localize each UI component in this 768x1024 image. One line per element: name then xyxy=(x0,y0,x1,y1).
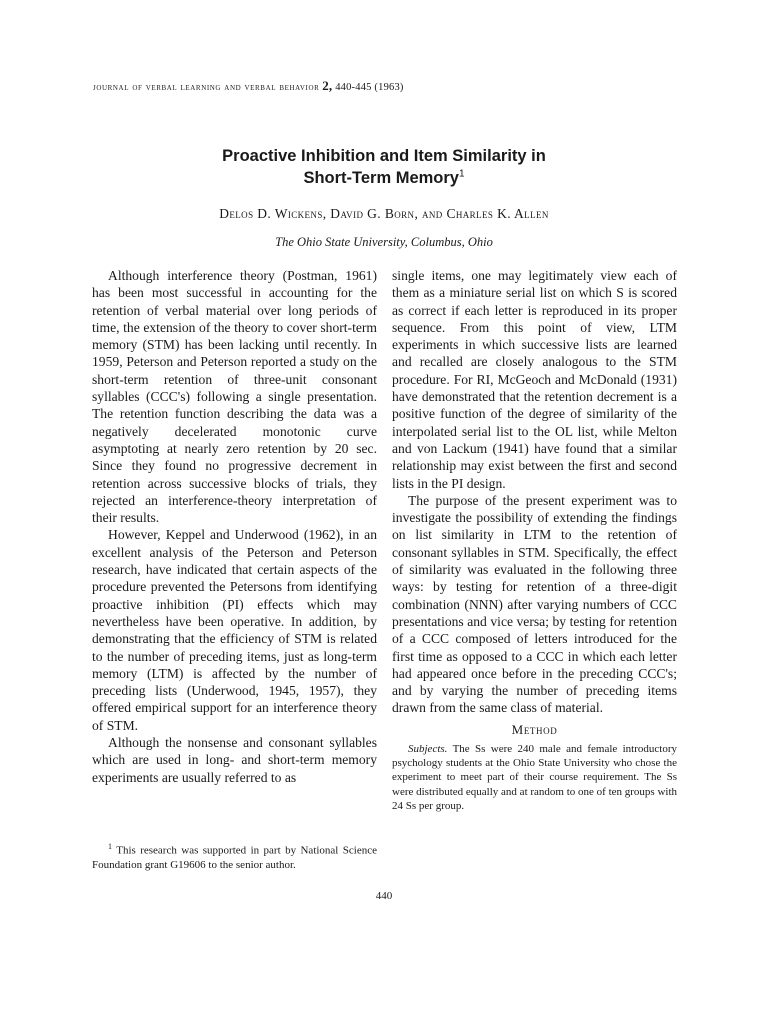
title-footnote-mark: 1 xyxy=(459,168,465,180)
subjects-label: Subjects. xyxy=(408,743,448,756)
footnote-mark: 1 xyxy=(108,842,112,851)
journal-pages-year: 440-445 (1963) xyxy=(335,82,404,93)
page-number: 440 xyxy=(375,890,393,902)
subjects-text: The Ss were 240 male and female introductory psychology students at the Ohio State University who chose the experiment to meet part of their course requirement. The Ss were distributed equally and at random to one of ten groups with 24 Ss per group. xyxy=(392,743,678,812)
journal-volume: 2, xyxy=(322,78,333,93)
journal-header xyxy=(93,78,404,94)
footnote-text: This research was supported in part by National Science Foundation grant G19606 to the senior author. xyxy=(92,844,377,871)
paragraph: However, Keppel and Underwood (1962), in an excellent analysis of the Peterson and Peterson research, have indicated that certain aspects of the procedure prevented the Petersons from identifying proactive inhibition (PI) effects which may nevertheless have been operative. In addition, by demonstrating that the efficiency of STM is related to the number of preceding items, just as long-term memory (LTM) is affected by the number of preceding lists (Underwood, 1945, 1957), they offered empirical support for an interference theory of STM. xyxy=(92,527,377,733)
journal-name: journal of verbal learning and verbal behavior xyxy=(93,82,320,93)
title-line-2: Short-Term Memory$^1$ xyxy=(303,168,465,187)
footnote xyxy=(92,840,377,872)
section-heading-method: Method xyxy=(511,721,558,737)
title-line-1: Proactive Inhibition and Item Similarity in xyxy=(222,147,546,165)
article-title xyxy=(120,145,648,189)
paragraph: single items, one may legitimately view each of them as a miniature serial list on which S is scored as correct if each letter is reproduced in its proper sequence. From this point of view, LTM experiments in which successive lists are learned and recalled are closely analogous to the STM procedure. For RI, McGeoch and McDonald (1931) have demonstrated that the retention decrement is a positive function of the degree of similarity of the interpolated serial list to the OL list, while Melton and von Lackum (1941) have found that a similar relationship may exist between the first and second lists in the PI design. xyxy=(392,268,677,491)
paragraph: The purpose of the present experiment was to investigate the possibility of extending the findings on list similarity in LTM to the retention of consonant syllables in STM. Specifically, the effect of similarity was evaluated in the following three ways: by testing for retention of a three-digit combination (NNN) after varying numbers of CCC presentations and vice versa; by testing for retention of a CCC composed of letters introduced for the first time as opposed to a CCC in which each letter had appeared once before in the preceding CCC's; and by varying the number of preceding items drawn from the same class of material. xyxy=(392,492,677,716)
paragraph: Although the nonsense and consonant syllables which are used in long- and short-term memory experiments are usually referred to as xyxy=(92,735,377,785)
affiliation: The Ohio State University, Columbus, Ohio xyxy=(275,235,493,249)
right-column xyxy=(392,267,677,813)
paragraph: Although interference theory (Postman, 1961) has been most successful in accounting for the retention of verbal material over long periods of time, the extension of the theory to cover short-term memory (STM) has been lacking until recently. In 1959, Peterson and Peterson reported a study on the short-term retention of three-unit consonant syllables (CCC's) following a single presentation. The retention function describing the data was a negatively decelerated monotonic curve asymptoting at nearly zero retention by 20 sec. Since they found no progressive decrement in retention across successive blocks of trials, they rejected an interference-theory interpretation of their results. xyxy=(92,268,377,526)
left-column xyxy=(92,267,377,786)
authors: Delos D. Wickens, David G. Born, and Charles K. Allen xyxy=(219,206,549,221)
subjects-section xyxy=(392,742,677,813)
